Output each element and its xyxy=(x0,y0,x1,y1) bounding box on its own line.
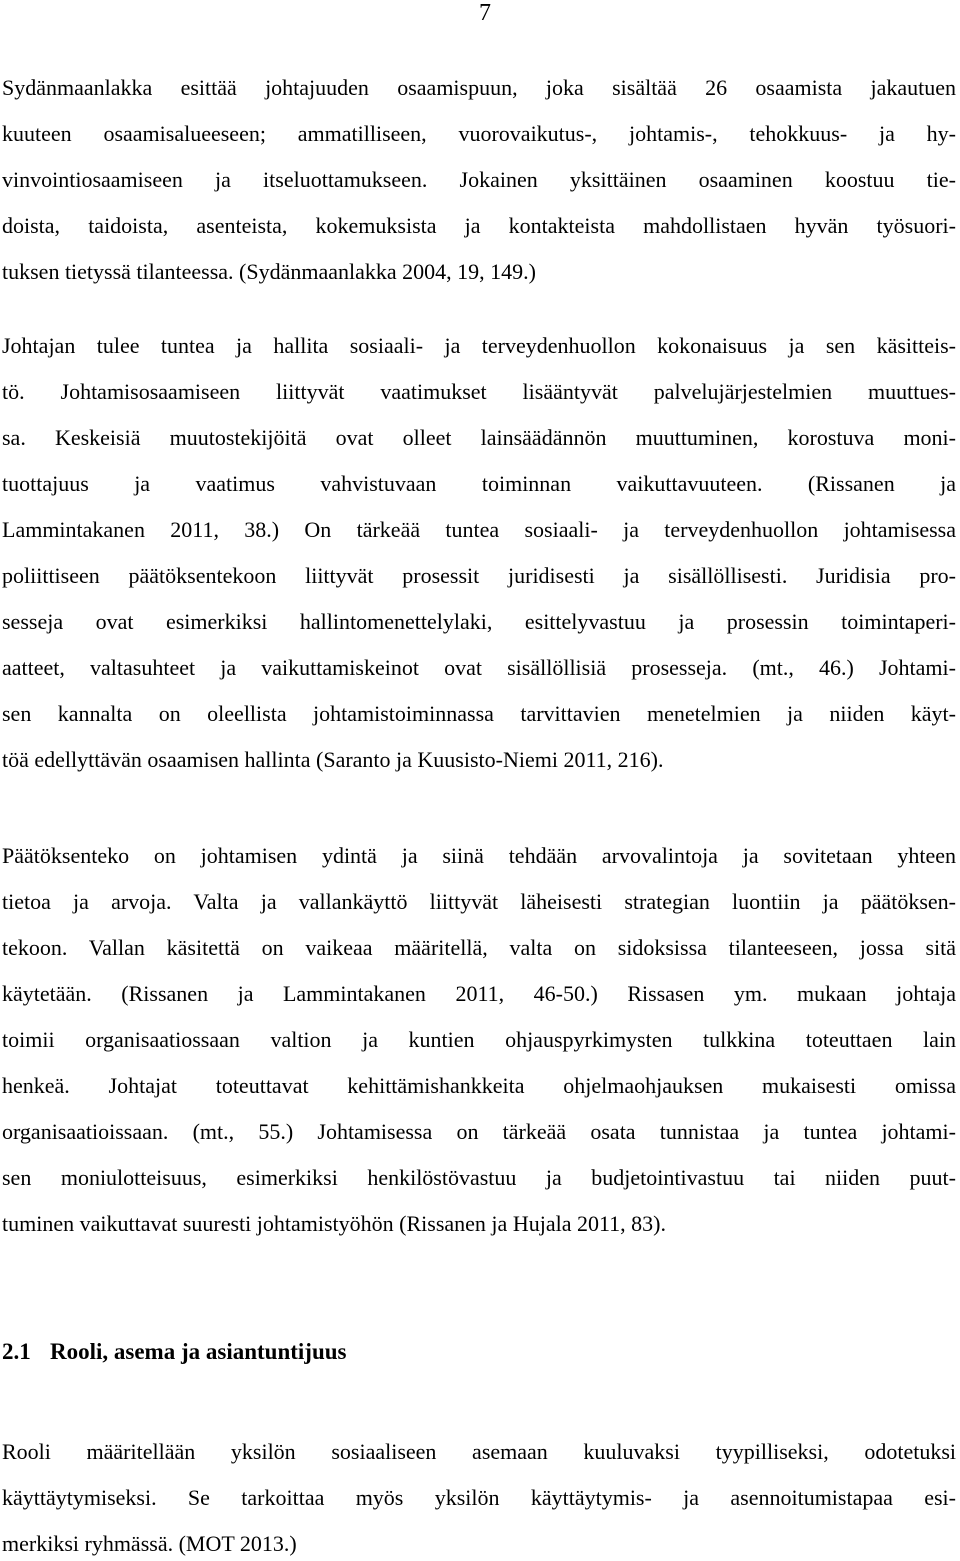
text-line: tuottajuus ja vaatimus vahvistuvaan toiminnan vaikuttavuuteen. (Rissanen ja xyxy=(2,471,956,496)
text-line: tö. Johtamisosaamiseen liittyvät vaatimukset lisääntyvät palvelujärjestelmien muuttues- xyxy=(2,379,956,404)
page-number: 7 xyxy=(479,0,491,26)
section-heading xyxy=(2,1338,346,1366)
text-line: organisaatioissaan. (mt., 55.) Johtamisessa on tärkeää osata tunnistaa ja tuntea johtami- xyxy=(2,1119,956,1144)
text-line: Päätöksenteko on johtamisen ydintä ja siinä tehdään arvovalintoja ja sovitetaan yhteen xyxy=(2,843,956,868)
text-line: sesseja ovat esimerkiksi hallintomenettelylaki, esittelyvastuu ja prosessin toimintaperi- xyxy=(2,609,956,634)
text-line: aatteet, valtasuhteet ja vaikuttamiskeinot ovat sisällöllisiä prosesseja. (mt., 46.) Johtami- xyxy=(2,655,956,680)
text-line: tekoon. Vallan käsitettä on vaikeaa määritellä, valta on sidoksissa tilanteeseen, jossa sitä xyxy=(2,935,956,960)
text-line: käyttäytymiseksi. Se tarkoittaa myös yksilön käyttäytymis- ja asennoitumistapaa esi- xyxy=(2,1485,956,1510)
text-line: töä edellyttävän osaamisen hallinta (Saranto ja Kuusisto-Niemi 2011, 216). xyxy=(2,747,664,772)
text-line: toimii organisaatiossaan valtion ja kuntien ohjauspyrkimysten tulkkina toteuttaen lain xyxy=(2,1027,956,1052)
text-line: tietoa ja arvoja. Valta ja vallankäyttö liittyvät läheisesti strategian luontiin ja päätöksen- xyxy=(2,889,956,914)
text-line: sen moniulotteisuus, esimerkiksi henkilöstövastuu ja budjetointivastuu tai niiden puut- xyxy=(2,1165,956,1190)
text-line: tuksen tietyssä tilanteessa. (Sydänmaanlakka 2004, 19, 149.) xyxy=(2,259,536,284)
text-line: vinvointiosaamiseen ja itseluottamukseen. Jokainen yksittäinen osaaminen koostuu tie- xyxy=(2,167,956,192)
text-line: kuuteen osaamisalueeseen; ammatilliseen, vuorovaikutus-, johtamis-, tehokkuus- ja hy- xyxy=(2,121,956,146)
text-line: Johtajan tulee tuntea ja hallita sosiaali- ja terveydenhuollon kokonaisuus ja sen käsitteis- xyxy=(2,333,956,358)
text-line: sa. Keskeisiä muutostekijöitä ovat olleet lainsäädännön muuttuminen, korostuva moni- xyxy=(2,425,956,450)
section-title: Rooli, asema ja asiantuntijuus xyxy=(50,1339,347,1364)
text-line: doista, taidoista, asenteista, kokemuksista ja kontakteista mahdollistaen hyvän työsuori- xyxy=(2,213,956,238)
text-line: merkiksi ryhmässä. (MOT 2013.) xyxy=(2,1531,297,1556)
text-line: henkeä. Johtajat toteuttavat kehittämishankkeita ohjelmaohjauksen mukaisesti omissa xyxy=(2,1073,956,1098)
text-line: poliittiseen päätöksentekoon liittyvät prosessit juridisesti ja sisällöllisesti. Juridisia pro- xyxy=(2,563,956,588)
section-number: 2.1 xyxy=(2,1339,31,1364)
text-line: tuminen vaikuttavat suuresti johtamistyöhön (Rissanen ja Hujala 2011, 83). xyxy=(2,1211,666,1236)
text-line: Lammintakanen 2011, 38.) On tärkeää tuntea sosiaali- ja terveydenhuollon johtamisessa xyxy=(2,517,956,542)
text-line: sen kannalta on oleellista johtamistoiminnassa tarvittavien menetelmien ja niiden käyt- xyxy=(2,701,956,726)
text-line: Sydänmaanlakka esittää johtajuuden osaamispuun, joka sisältää 26 osaamista jakautuen xyxy=(2,75,956,100)
text-line: Rooli määritellään yksilön sosiaaliseen asemaan kuuluvaksi tyypilliseksi, odotetuksi xyxy=(2,1439,956,1464)
text-line: käytetään. (Rissanen ja Lammintakanen 2011, 46-50.) Rissasen ym. mukaan johtaja xyxy=(2,981,956,1006)
